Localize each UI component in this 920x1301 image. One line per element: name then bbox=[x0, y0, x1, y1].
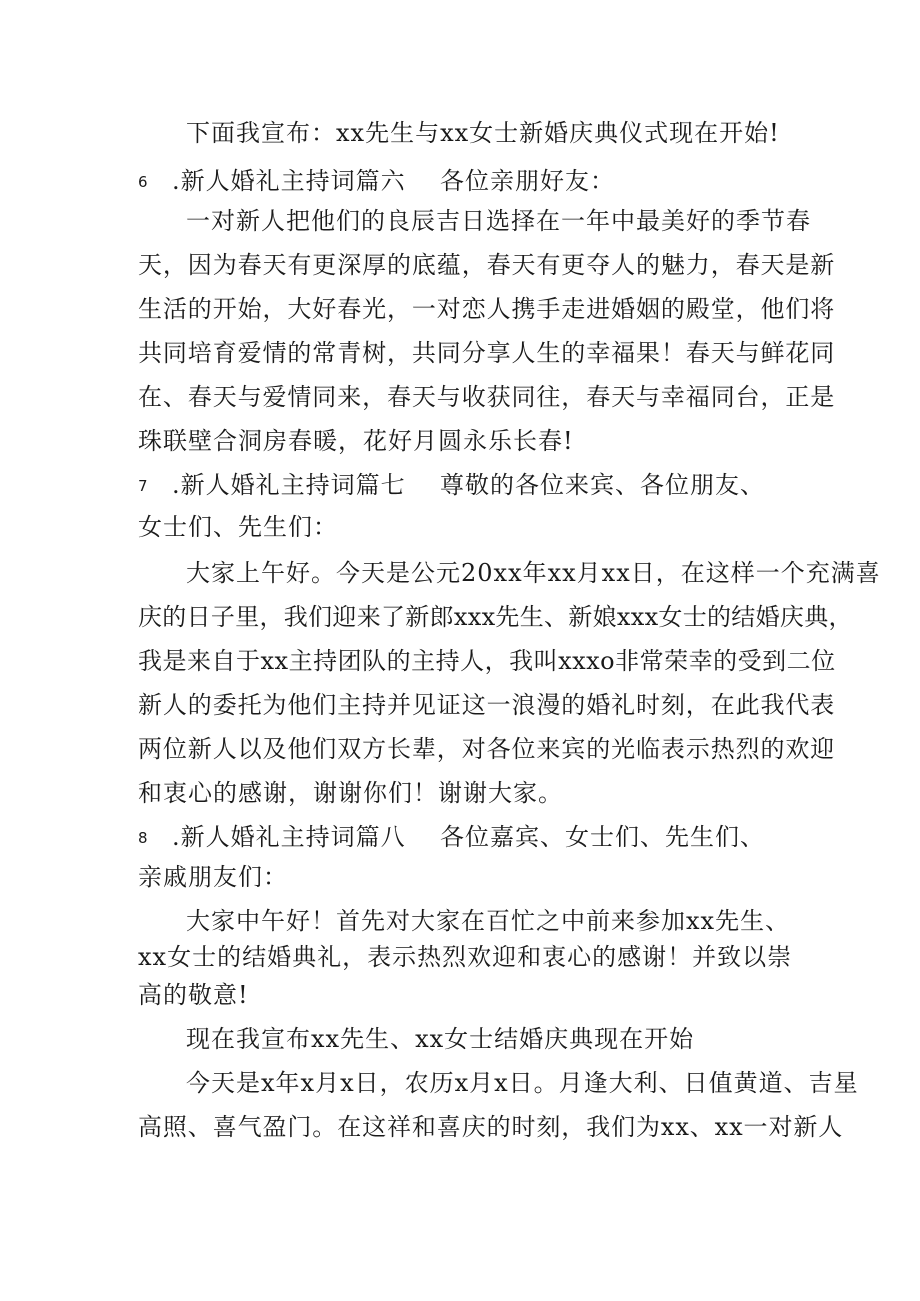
paragraph-line: 生活的开始，大好春光，一对恋人携手走进婚姻的殿堂，他们将 bbox=[138, 295, 836, 323]
paragraph-line: 和衷心的感谢，谢谢你们！谢谢大家。 bbox=[138, 779, 563, 807]
section-title: .新人婚礼主持词篇八 bbox=[172, 823, 406, 851]
paragraph-line: 今天是x年x月x日，农历x月x日。月逢大利、日值黄道、吉星 bbox=[186, 1069, 859, 1097]
paragraph-line: 共同培育爱情的常青树，共同分享人生的幸福果！春天与鲜花同 bbox=[138, 339, 836, 367]
section-greeting: 各位亲朋好友： bbox=[440, 167, 615, 195]
paragraph-line: 现在我宣布xx先生、xx女士结婚庆典现在开始 bbox=[186, 1025, 695, 1053]
paragraph-line: 珠联壁合洞房春暖，花好月圆永乐长春! bbox=[138, 427, 574, 455]
paragraph-line: 在、春天与爱情同来，春天与收获同往，春天与幸福同台，正是 bbox=[138, 383, 836, 411]
section-greeting-continued: 女士们、先生们： bbox=[138, 513, 338, 541]
paragraph-line: 庆的日子里，我们迎来了新郎xxx先生、新娘xxx女士的结婚庆典， bbox=[138, 603, 853, 631]
section-greeting: 尊敬的各位来宾、各位朋友、 bbox=[440, 471, 765, 499]
section-title: .新人婚礼主持词篇六 bbox=[172, 167, 406, 195]
section-greeting: 各位嘉宾、女士们、先生们、 bbox=[440, 823, 765, 851]
section-title: .新人婚礼主持词篇七 bbox=[172, 471, 406, 499]
section-number: 7 bbox=[138, 477, 149, 495]
section-number: 8 bbox=[138, 829, 149, 847]
section-heading-8 bbox=[138, 822, 765, 853]
section-number: 6 bbox=[138, 173, 149, 191]
paragraph-line: 大家上午好。今天是公元20xx年xx月xx日，在这样一个充满喜 bbox=[186, 559, 881, 587]
paragraph-line: 新人的委托为他们主持并见证这一浪漫的婚礼时刻，在此我代表 bbox=[138, 691, 836, 719]
paragraph-line: 一对新人把他们的良辰吉日选择在一年中最美好的季节春 bbox=[186, 207, 811, 235]
paragraph-line: 我是来自于xx主持团队的主持人，我叫xxxo非常荣幸的受到二位 bbox=[138, 647, 836, 675]
section-greeting-continued: 亲戚朋友们： bbox=[138, 863, 288, 891]
paragraph-line: xx女士的结婚典礼，表示热烈欢迎和衷心的感谢！并致以崇 bbox=[138, 943, 793, 971]
paragraph-line: 两位新人以及他们双方长辈，对各位来宾的光临表示热烈的欢迎 bbox=[138, 735, 836, 763]
paragraph-line: 高的敬意! bbox=[138, 981, 249, 1009]
paragraph-line: 大家中午好！首先对大家在百忙之中前来参加xx先生、 bbox=[186, 907, 791, 935]
section-heading-6 bbox=[138, 166, 615, 197]
section-heading-7 bbox=[138, 470, 765, 501]
intro-line: 下面我宣布：xx先生与xx女士新婚庆典仪式现在开始! bbox=[186, 119, 780, 147]
paragraph-line: 高照、喜气盈门。在这祥和喜庆的时刻，我们为xx、xx一对新人 bbox=[138, 1113, 844, 1141]
paragraph-line: 天，因为春天有更深厚的底蕴，春天有更夺人的魅力，春天是新 bbox=[138, 251, 836, 279]
